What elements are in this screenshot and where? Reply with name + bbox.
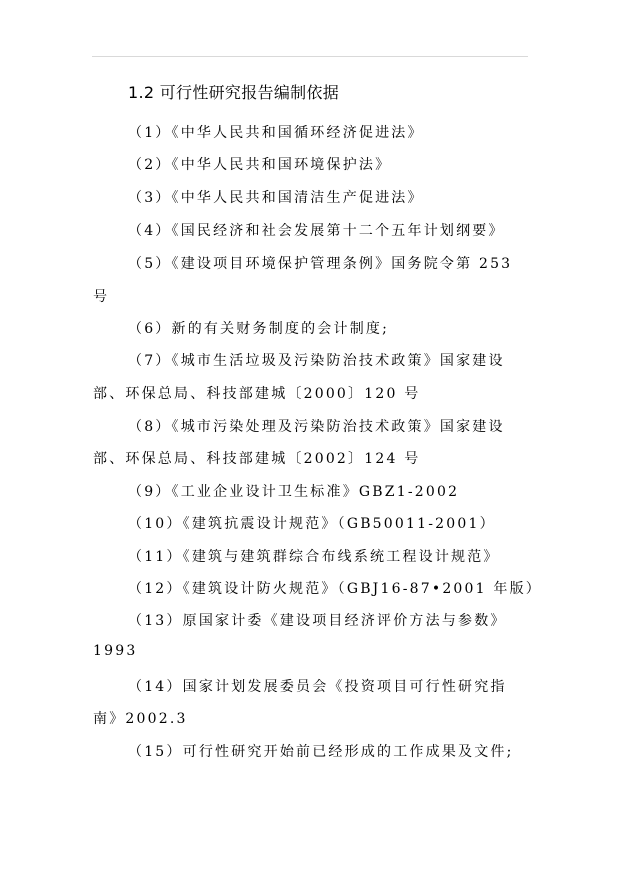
list-item: （3）《中华人民共和国清洁生产促进法》 xyxy=(128,190,424,206)
list-item: （4）《国民经济和社会发展第十二个五年计划纲要》 xyxy=(128,223,505,239)
list-item: （6）新的有关财务制度的会计制度; xyxy=(128,321,390,337)
section-heading: 1.2 可行性研究报告编制依据 xyxy=(128,83,340,102)
list-item: （13）原国家计委《建设项目经济评价方法与参数》 xyxy=(128,613,507,629)
list-item-continuation: 1993 xyxy=(93,643,138,659)
list-item-continuation: 南》2002.3 xyxy=(93,711,188,727)
header-rule xyxy=(92,56,528,57)
list-item: （2）《中华人民共和国环境保护法》 xyxy=(128,157,392,173)
list-item: （12）《建筑设计防火规范》（GBJ16-87•2001 年版） xyxy=(128,581,542,597)
list-item: （1）《中华人民共和国循环经济促进法》 xyxy=(128,125,424,141)
list-item-continuation: 部、环保总局、科技部建城〔2002〕124 号 xyxy=(93,451,421,467)
list-item: （8）《城市污染处理及污染防治技术政策》国家建设 xyxy=(128,419,505,435)
list-item: （7）《城市生活垃圾及污染防治技术政策》国家建设 xyxy=(128,353,505,369)
list-item: （15）可行性研究开始前已经形成的工作成果及文件; xyxy=(128,744,514,760)
list-item-continuation: 号 xyxy=(93,289,110,305)
list-item: （9）《工业企业设计卫生标准》GBZ1-2002 xyxy=(128,484,460,500)
list-item-continuation: 部、环保总局、科技部建城〔2000〕120 号 xyxy=(93,386,421,402)
list-item: （11）《建筑与建筑群综合布线系统工程设计规范》 xyxy=(128,549,500,565)
list-item: （5）《建设项目环境保护管理条例》国务院令第 253 xyxy=(128,256,513,272)
list-item: （14）国家计划发展委员会《投资项目可行性研究指 xyxy=(128,679,507,695)
list-item: （10）《建筑抗震设计规范》（GB50011-2001） xyxy=(128,516,496,532)
